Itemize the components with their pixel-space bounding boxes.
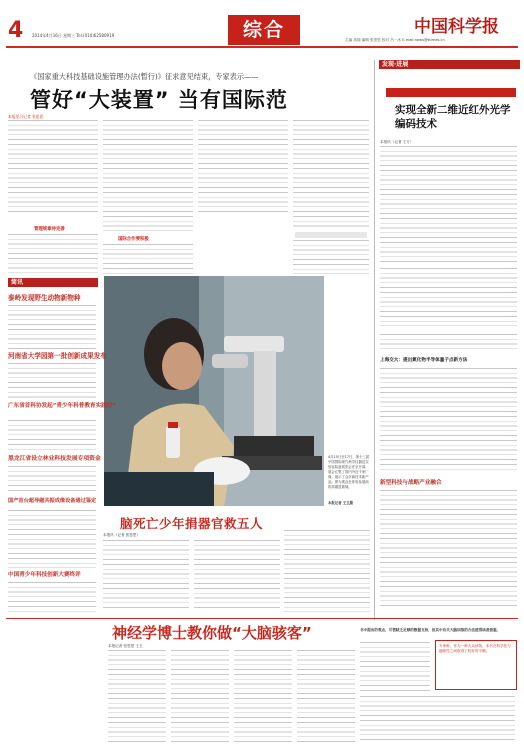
bottom-body-col-4 <box>297 650 355 742</box>
short-news-item-1: 泰岭发现野生动物新物种 <box>8 294 81 302</box>
middle-body-col-3 <box>284 530 370 612</box>
discovery-sub-body-2 <box>380 368 517 472</box>
bottom-body-col-6 <box>360 696 515 742</box>
bottom-headline: 神经学博士教你做“大脑骇客” <box>112 624 312 642</box>
middle-body-col-1 <box>103 540 189 612</box>
lead-subhead-1: 管理规章待完善 <box>34 227 65 232</box>
bottom-rule <box>6 618 518 619</box>
lead-body-col-2b <box>103 244 193 274</box>
section-title: 综合 <box>242 19 285 41</box>
short-news-bar <box>8 278 98 287</box>
discovery-bar <box>379 60 520 69</box>
lead-photo <box>104 276 324 506</box>
short-news-item-4: 黑龙江省设立林业科技发展专项资金 <box>8 456 101 462</box>
short-news-item-5: 国产首台超导磁共振成像设备通过鉴定 <box>8 498 97 504</box>
discovery-body <box>380 146 517 262</box>
lead-body-col-4 <box>293 120 369 230</box>
bottom-body-col-5 <box>360 642 430 694</box>
bottom-body-col-2 <box>171 650 229 742</box>
bottom-highlight-box <box>435 640 517 690</box>
bottom-body-col-3 <box>234 650 292 742</box>
short-news-item-6: 中国青少年科技创新大赛终评 <box>8 572 81 578</box>
staff-line: 主编 高翔 编辑 张思思 校对 吕一冰 E-mail:news@stimes.cn <box>345 38 445 42</box>
short-news-body-4 <box>8 466 96 494</box>
discovery-report-tag <box>386 88 516 105</box>
discovery-sub-1-body <box>380 334 517 352</box>
bottom-subhead: 书中提出的观点，尽管缺乏足够的数据支持，但其中有关大脑训练的方法值得读者借鉴。 <box>360 628 501 632</box>
page-number: 4 <box>8 18 24 43</box>
microscope-photo-illustration <box>104 276 324 506</box>
short-news-body-6 <box>8 582 96 612</box>
discovery-report-label: 中科院微电子研究所 <box>389 100 431 105</box>
discovery-headline: 实现全新二维近红外光学编码技术 <box>395 104 511 130</box>
short-news-body-3 <box>8 420 96 452</box>
discovery-subhead-2: 新型科技与战略产业融合 <box>380 480 442 486</box>
photo-caption: 4月15日至17日，第十三届中国国际现代科学仪器及实验室装备展览会在京开幕，展会汇集了国内外近千家厂商，展示了众多新技术新产品。图为观众在体验参展商的高端显微镜。 <box>328 455 370 489</box>
header-rule <box>6 46 518 48</box>
middle-byline: 本报讯（记者 张思思） <box>103 533 141 537</box>
short-news-body-5 <box>8 510 96 568</box>
lead-byline: 本报见习记者 张思思 <box>8 114 44 119</box>
short-news-item-3: 广东省首科协发起“青少年科普教育实践行” <box>8 403 117 409</box>
lead-headline: 管好“大装置” 当有国际范 <box>30 88 288 112</box>
lead-kicker: 《国家重大科技基础设施管理办法(暂行)》征求意见结束，专家表示—— <box>30 72 259 81</box>
middle-headline: 脑死亡少年捐器官救五人 <box>120 516 264 531</box>
short-news-label: 简讯 <box>11 279 24 286</box>
page-header <box>0 0 524 48</box>
lead-body-col-2 <box>103 120 193 232</box>
lead-body-col-1b <box>8 234 98 274</box>
photo-credit: 本报记者 王卫摄 <box>328 501 353 505</box>
discovery-subhead-1: 上海交大：提出氮化物半导体量子点新方法 <box>380 358 468 363</box>
bottom-byline: 本报记者 张思思 王卫 <box>108 644 143 648</box>
lead-body-col-3 <box>198 120 288 216</box>
lead-subhead-2: 国际合作要积极 <box>118 237 149 242</box>
lead-sub-headline-small <box>295 232 367 238</box>
right-col-divider <box>374 60 375 620</box>
discovery-body-2 <box>380 268 517 326</box>
discovery-bar-label: 发现·进展 <box>382 61 409 68</box>
discovery-byline: 本报讯（记者 王方） <box>380 140 414 144</box>
lead-body-col-4b <box>293 240 369 274</box>
short-news-body-2 <box>8 363 96 399</box>
date-line: 2014年4月16日 星期三 Tel:(010)62580919 <box>32 33 115 38</box>
discovery-sub-body-3 <box>380 490 517 610</box>
short-news-item-2: 河南省大学园第一批创新成果发布 <box>8 352 107 360</box>
short-news-body-1 <box>8 305 96 349</box>
lead-body-col-1 <box>8 120 98 216</box>
middle-body-col-2 <box>194 540 280 612</box>
bottom-box-text: 专家称，作为一种大众读物，本书在科学性与趣味性之间取得了较好的平衡。 <box>439 644 511 654</box>
bottom-body-col-1 <box>108 650 166 742</box>
section-title-box <box>228 15 300 45</box>
masthead-logo: 中国科学报 <box>414 17 499 37</box>
